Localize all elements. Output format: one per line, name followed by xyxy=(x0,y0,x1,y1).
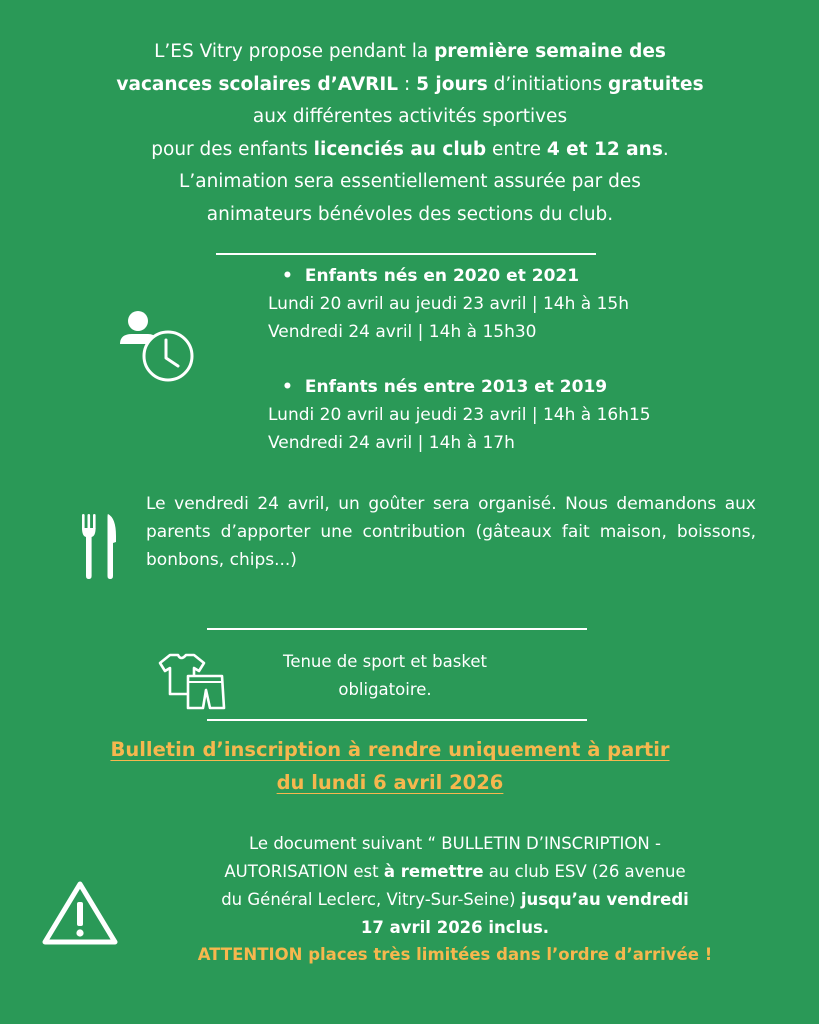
intro-text: d’initiations xyxy=(487,73,608,95)
schedule-heading: • Enfants nés en 2020 et 2021 xyxy=(268,262,629,290)
schedule-line: Vendredi 24 avril | 14h à 17h xyxy=(268,433,515,453)
fork-knife-icon xyxy=(80,512,120,582)
intro-text: entre xyxy=(486,138,547,160)
intro-text: . xyxy=(662,138,669,160)
schedule-heading: • Enfants nés entre 2013 et 2019 xyxy=(268,373,651,401)
intro-text: animateurs bénévoles des sections du club. xyxy=(206,203,614,225)
intro-text: : xyxy=(398,73,417,95)
intro-text: aux différentes activités sportives xyxy=(252,106,568,127)
document-emphasis: 17 avril 2026 inclus. xyxy=(360,918,550,937)
document-text: du Général Leclerc, Vitry-Sur-Seine) xyxy=(221,890,521,909)
schedule-line: Vendredi 24 avril | 14h à 15h30 xyxy=(268,322,537,342)
document-emphasis: à remettre xyxy=(383,862,484,881)
document-paragraph xyxy=(160,830,750,942)
document-emphasis: jusqu’au vendredi xyxy=(520,890,689,909)
tenue-line: Tenue de sport et basket xyxy=(283,652,487,671)
person-clock-icon xyxy=(118,308,198,388)
schedule-group-1 xyxy=(268,262,629,346)
document-text: au club ESV (26 avenue xyxy=(483,862,686,881)
clothes-icon xyxy=(156,652,228,712)
intro-emphasis: licenciés au club xyxy=(313,138,487,160)
intro-text: pour des enfants xyxy=(151,138,314,160)
bulletin-line: du lundi 6 avril 2026 xyxy=(276,771,504,794)
divider xyxy=(207,719,587,721)
bulletin-heading xyxy=(40,733,740,799)
document-text: AUTORISATION est xyxy=(224,862,384,881)
warning-icon xyxy=(40,878,120,948)
intro-text: L’ES Vitry propose pendant la xyxy=(154,41,435,62)
tenue-text xyxy=(240,648,530,704)
intro-emphasis: gratuites xyxy=(607,73,704,95)
schedule-line: Lundi 20 avril au jeudi 23 avril | 14h à 15h xyxy=(268,294,629,314)
tenue-line: obligatoire. xyxy=(338,680,432,699)
intro-emphasis: 4 et 12 ans xyxy=(546,138,663,160)
gouter-paragraph: Le vendredi 24 avril, un goûter sera organisé. Nous demandons aux parents d’apporter une contribution (gâteaux fait maison, boissons, bonbons, chips...) xyxy=(146,494,756,570)
schedule-line: Lundi 20 avril au jeudi 23 avril | 14h à 16h15 xyxy=(268,405,651,425)
divider xyxy=(216,253,596,255)
schedule-group-2 xyxy=(268,373,651,457)
document-line: Le document suivant “ BULLETIN D’INSCRIPTION - xyxy=(249,834,661,853)
intro-emphasis: première semaine des xyxy=(434,41,666,62)
bulletin-line: Bulletin d’inscription à rendre uniquement à partir xyxy=(110,738,670,761)
intro-paragraph xyxy=(40,36,780,231)
intro-text: L’animation sera essentiellement assurée par des xyxy=(179,171,641,192)
divider xyxy=(207,628,587,630)
intro-emphasis: vacances scolaires d’AVRIL xyxy=(116,73,399,95)
attention-notice: ATTENTION places très limitées dans l’ordre d’arrivée ! xyxy=(197,945,713,964)
intro-emphasis: 5 jours xyxy=(416,73,488,95)
